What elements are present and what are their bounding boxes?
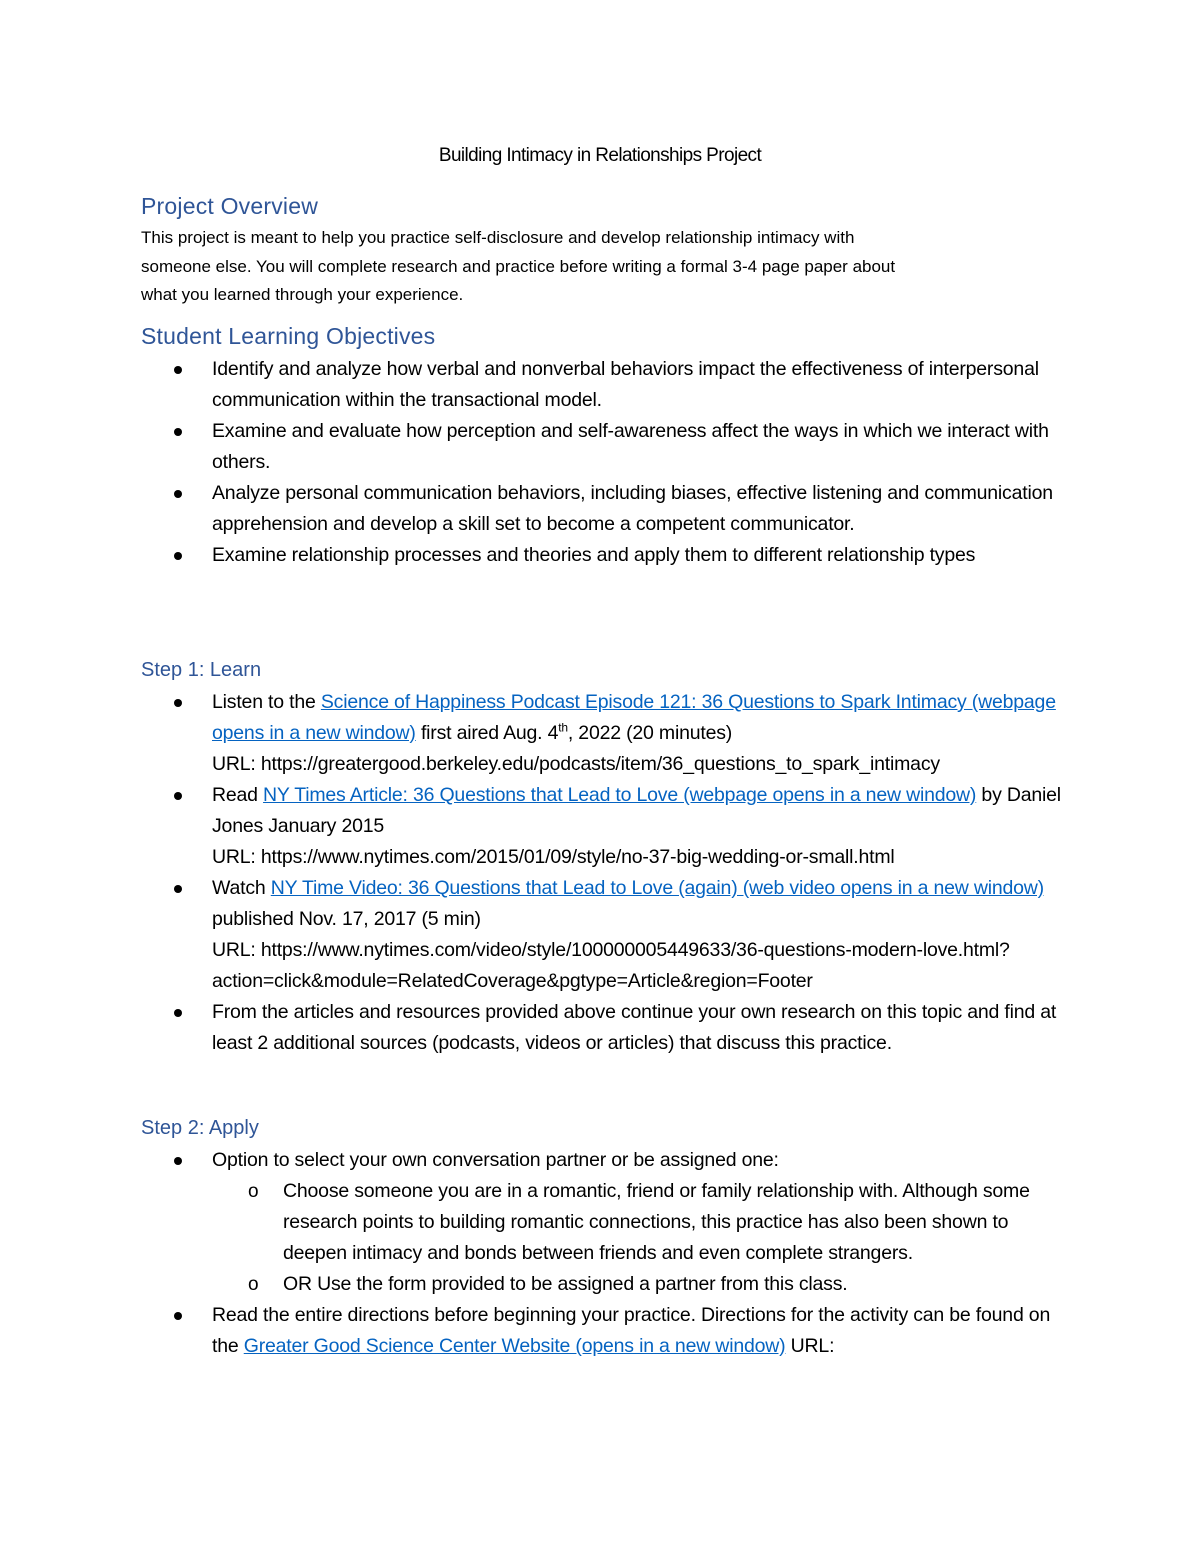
heading-learning-objectives: Student Learning Objectives — [141, 323, 436, 349]
list-item: From the articles and resources provided above continue your own research on this topic and find at least 2 additional sources (podcasts, videos or articles) that discuss this practice. — [141, 997, 1071, 1059]
nytimes-video-url: URL: https://www.nytimes.com/video/style/100000005449633/36-questions-modern-love.html?action=click&module=RelatedCoverage&pgtype=Article&region=Footer — [212, 939, 1010, 992]
overview-line-2: someone else. You will complete research and practice before writing a formal 3-4 page paper about — [141, 256, 896, 276]
overview-line-3: what you learned through your experience. — [141, 285, 464, 304]
overview-line-1: This project is meant to help you practice self-disclosure and develop relationship intimacy with — [141, 228, 855, 247]
overview-paragraph — [141, 224, 1061, 310]
list-item: Examine and evaluate how perception and self-awareness affect the ways in which we interact with others. — [141, 416, 1071, 478]
list-item: Examine relationship processes and theories and apply them to different relationship types — [141, 540, 1071, 571]
list-item: Watch NY Time Video: 36 Questions that Lead to Love (again) (web video opens in a new window) published Nov. 17, 2017 (5 min) URL: https://www.nytimes.com/video/style/100000005449633/36-questions-modern-love.html?action=click&module=RelatedCoverage&pgtype=Article&region=Footer — [141, 873, 1071, 997]
sub-list-item: o Choose someone you are in a romantic, friend or family relationship with. Although some research points to building romantic connections, this practice has also been shown to deepen intimacy and bonds between friends and even complete strangers. — [212, 1176, 1071, 1269]
bullet-icon — [174, 699, 182, 707]
greater-good-link[interactable]: Greater Good Science Center Website (opens in a new window) — [243, 1335, 786, 1357]
objectives-list — [141, 354, 1071, 571]
nytimes-video-link[interactable]: NY Time Video: 36 Questions that Lead to Love (again) (web video opens in a new window) — [270, 877, 1044, 899]
nytimes-article-link[interactable]: NY Times Article: 36 Questions that Lead to Love (webpage opens in a new window) — [263, 784, 977, 806]
sub-list-item: o OR Use the form provided to be assigned a partner from this class. — [212, 1269, 1071, 1300]
sub-list — [212, 1176, 1071, 1300]
step1-list — [141, 687, 1071, 1059]
bullet-icon — [174, 1312, 182, 1320]
bullet-icon — [174, 1157, 182, 1165]
podcast-url: URL: https://greatergood.berkeley.edu/podcasts/item/36_questions_to_spark_intimacy — [212, 753, 940, 775]
list-item: Read the entire directions before beginning your practice. Directions for the activity can be found on the Greater Good Science Center Website (opens in a new window) URL: — [141, 1300, 1071, 1362]
heading-step-2: Step 2: Apply — [141, 1117, 259, 1139]
bullet-icon — [174, 1009, 182, 1017]
document-title: Building Intimacy in Relationships Project — [438, 145, 762, 166]
step2-list — [141, 1145, 1071, 1362]
heading-step-1: Step 1: Learn — [141, 659, 262, 681]
bullet-icon — [174, 792, 182, 800]
list-item: Read NY Times Article: 36 Questions that Lead to Love (webpage opens in a new window) by Daniel Jones January 2015 URL: https://www.nytimes.com/2015/01/09/style/no-37-big-wedding-or-small.html — [141, 780, 1071, 873]
list-item: Identify and analyze how verbal and nonverbal behaviors impact the effectiveness of interpersonal communication within the transactional model. — [141, 354, 1071, 416]
circle-bullet-icon: o — [248, 1181, 259, 1202]
bullet-icon — [174, 366, 182, 374]
bullet-icon — [174, 552, 182, 560]
bullet-icon — [174, 490, 182, 498]
circle-bullet-icon: o — [248, 1274, 259, 1295]
bullet-icon — [174, 885, 182, 893]
podcast-link[interactable]: Science of Happiness Podcast Episode 121: 36 Questions to Spark Intimacy (webpage opens in a new window) — [212, 691, 1056, 744]
list-item: Option to select your own conversation partner or be assigned one: o Choose someone you are in a romantic, friend or family relationship with. Although some research points to building romantic connections, this practice has also been shown to deepen intimacy and bonds between friends and even complete strangers. o OR Use the form provided to be assigned a partner from this class. — [141, 1145, 1071, 1300]
heading-project-overview: Project Overview — [141, 193, 319, 219]
nytimes-article-url: URL: https://www.nytimes.com/2015/01/09/style/no-37-big-wedding-or-small.html — [212, 846, 895, 868]
list-item: Listen to the Science of Happiness Podcast Episode 121: 36 Questions to Spark Intimacy (webpage opens in a new window) first aired Aug. 4th, 2022 (20 minutes) URL: https://greatergood.berkeley.edu/podcasts/item/36_questions_to_spark_intimacy — [141, 687, 1071, 780]
bullet-icon — [174, 428, 182, 436]
list-item: Analyze personal communication behaviors, including biases, effective listening and communication apprehension and develop a skill set to become a competent communicator. — [141, 478, 1071, 540]
